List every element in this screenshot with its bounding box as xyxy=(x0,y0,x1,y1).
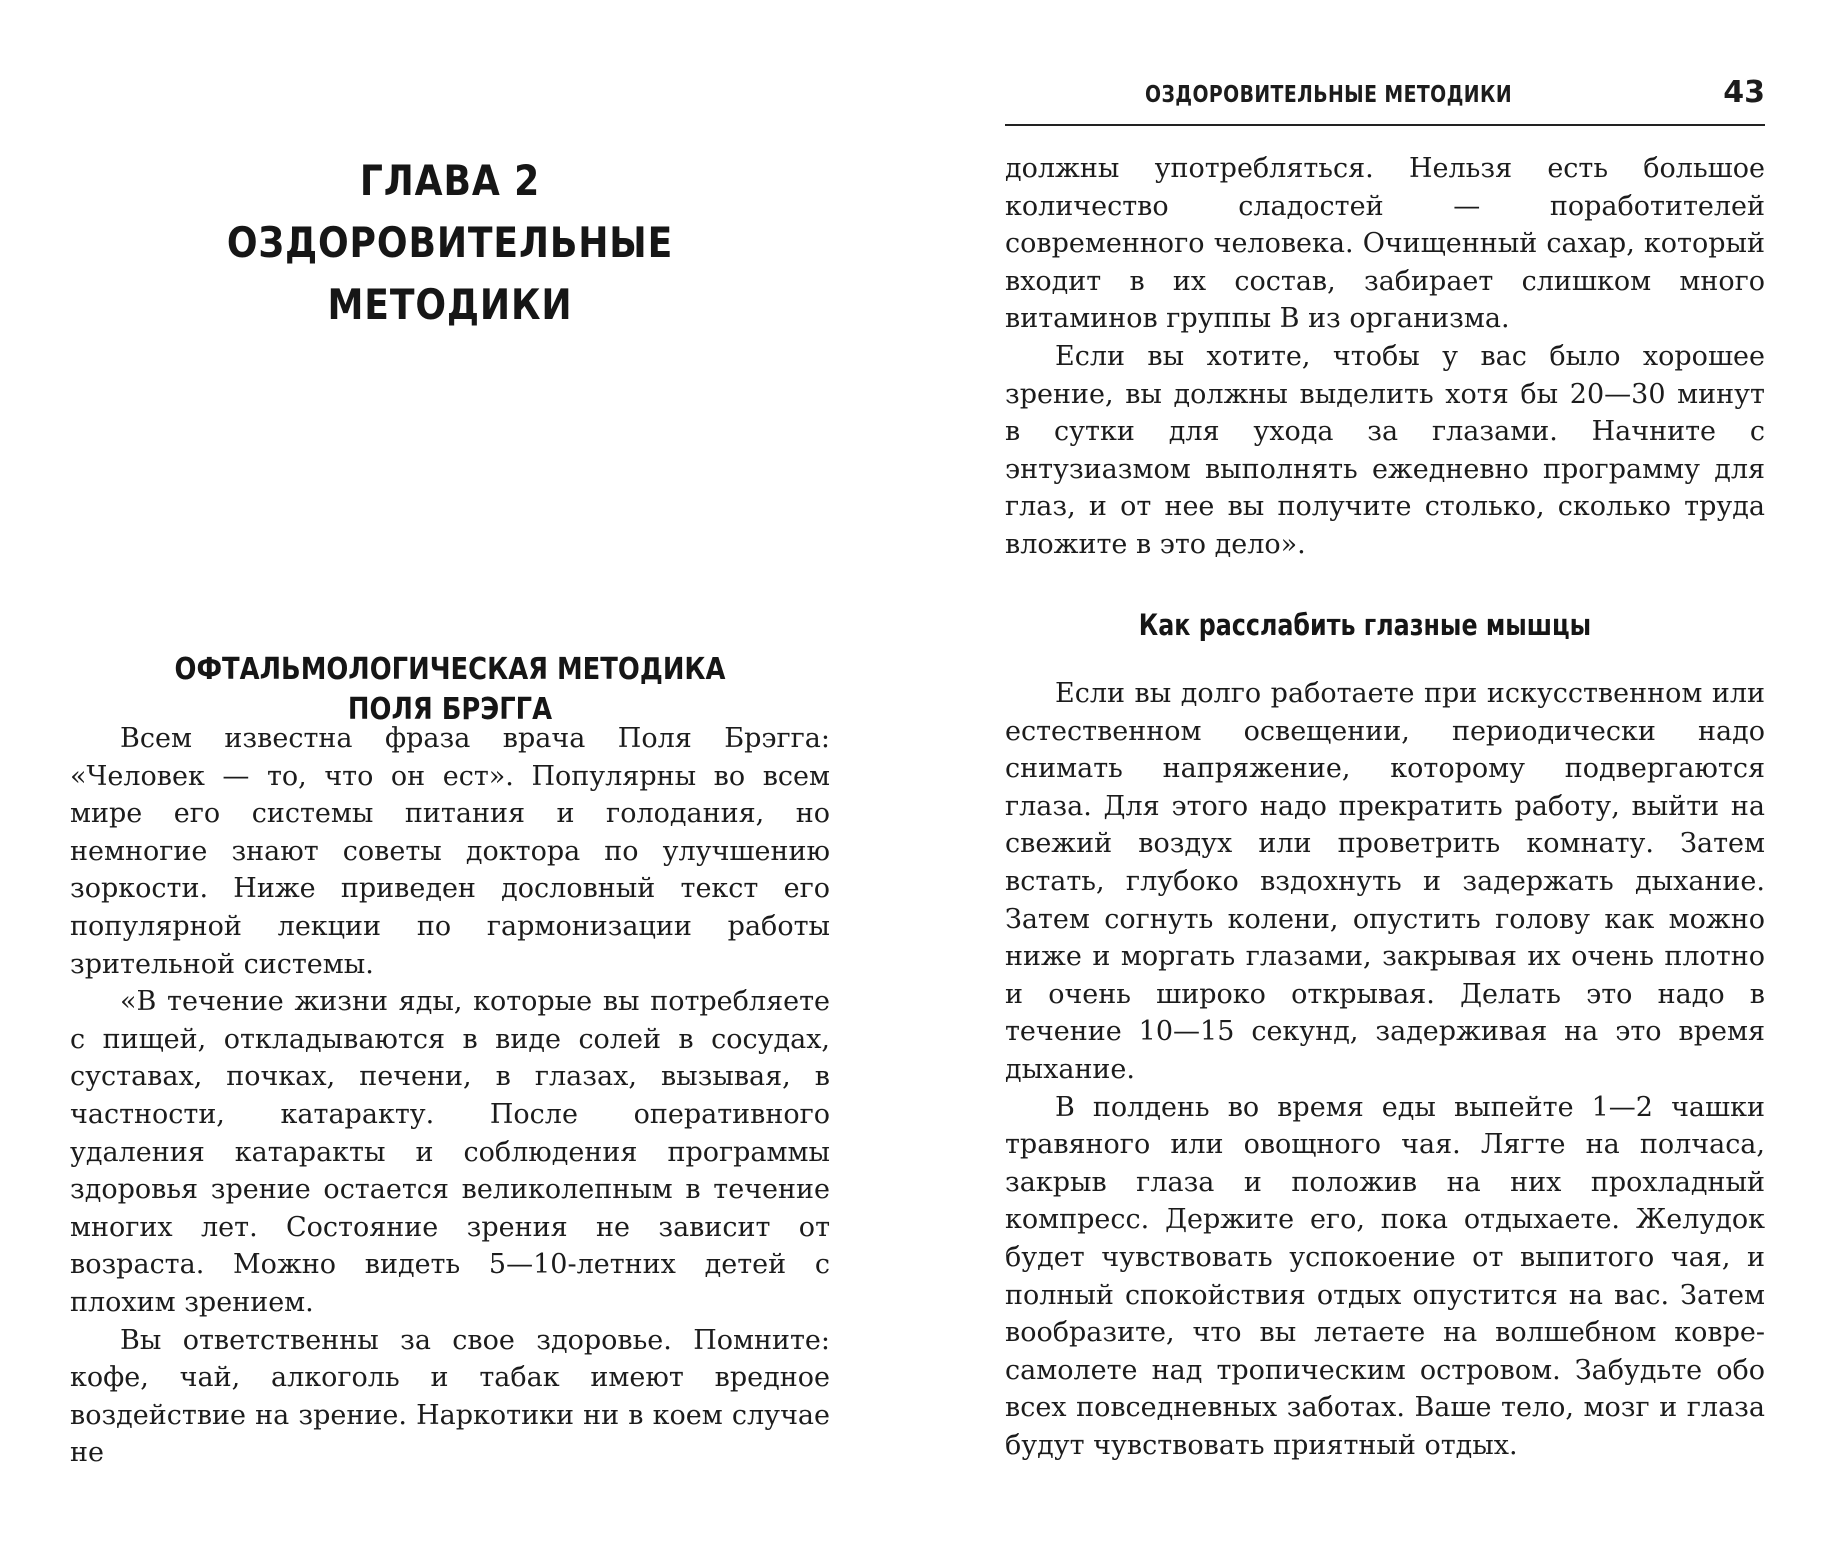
chapter-number: ГЛАВА 2 xyxy=(359,156,541,205)
section-heading: ОФТАЛЬМОЛОГИЧЕСКАЯ МЕТОДИКА ПОЛЯ БРЭГГА xyxy=(174,652,726,727)
paragraph: «В течение жизни яды, которые вы потребляете с пищей, откладываются в виде солей в сосудах, суставах, почках, печени, в глазах, вызывая, в частности, катаракту. После оперативного удаления катаракты и соблюдения программы здоровья зрение остается великолепным в течение многих лет. Состояние зрения не зависит от возраста. Можно видеть 5—10-летних детей с плохим зрением. xyxy=(70,986,830,1318)
paragraph: должны употребляться. Нельзя есть большое количество сладостей — поработителей современного человека. Очищенный сахар, который входит в их состав, забирает слишком много витаминов группы В из организма. xyxy=(1005,153,1765,335)
right-top-text xyxy=(1005,150,1765,564)
right-page xyxy=(915,0,1830,1553)
paragraph: Вы ответственны за свое здоровье. Помните: кофе, чай, алкоголь и табак имеют вредное воздействие на зрение. Наркотики ни в коем случае не xyxy=(70,1324,830,1469)
sub-heading: Как расслабить глазные мышцы xyxy=(1138,608,1592,642)
left-body-text xyxy=(70,720,830,1472)
chapter-name: ОЗДОРОВИТЕЛЬНЫЕ МЕТОДИКИ xyxy=(226,218,674,329)
paragraph: В полдень во время еды выпейте 1—2 чашки травяного или овощного чая. Лягте на полчаса, закрыв глаза и положив на них прохладный компресс. Держите его, пока отдыхаете. Желудок будет чувствовать успокоение от выпитого чая, и полный спокойствия отдых опустится на вас. Затем вообразите, что вы летаете на волшебном ковре-самолете над тропическим островом. Забудьте обо всех повседневных заботах. Ваше тело, мозг и глаза будут чувствовать приятный отдых. xyxy=(1005,1091,1765,1461)
running-header xyxy=(1005,75,1765,126)
right-bottom-text xyxy=(1005,675,1765,1464)
paragraph: Всем известна фраза врача Поля Брэгга: «Человек — то, что он ест». Популярны во всем мире его системы питания и голодания, но немногие знают советы доктора по улучшению зоркости. Ниже приведен дословный текст его популярной лекции по гармонизации работы зрительной системы. xyxy=(70,723,830,980)
paragraph: Если вы хотите, чтобы у вас было хорошее зрение, вы должны выделить хотя бы 20—30 минут в сутки для ухода за глазами. Начните с энтузиазмом выполнять ежедневно программу для глаз, и от нее вы получите столько, сколько труда вложите в это дело». xyxy=(1005,340,1765,560)
page-number: 43 xyxy=(1723,75,1765,110)
chapter-title xyxy=(149,150,751,336)
paragraph: Если вы долго работаете при искусственном или естественном освещении, периодически надо снимать напряжение, которому подвергаются глаза. Для этого надо прекратить работу, выйти на свежий воздух или проветрить комнату. Затем встать, глубоко вздохнуть и задержать дыхание. Затем согнуть колени, опустить голову как можно ниже и моргать глазами, закрывая их очень плотно и очень широко открывая. Делать это надо в течение 10—15 секунд, задерживая на это время дыхание. xyxy=(1005,678,1765,1085)
running-title: ОЗДОРОВИТЕЛЬНЫЕ МЕТОДИКИ xyxy=(1145,82,1513,108)
